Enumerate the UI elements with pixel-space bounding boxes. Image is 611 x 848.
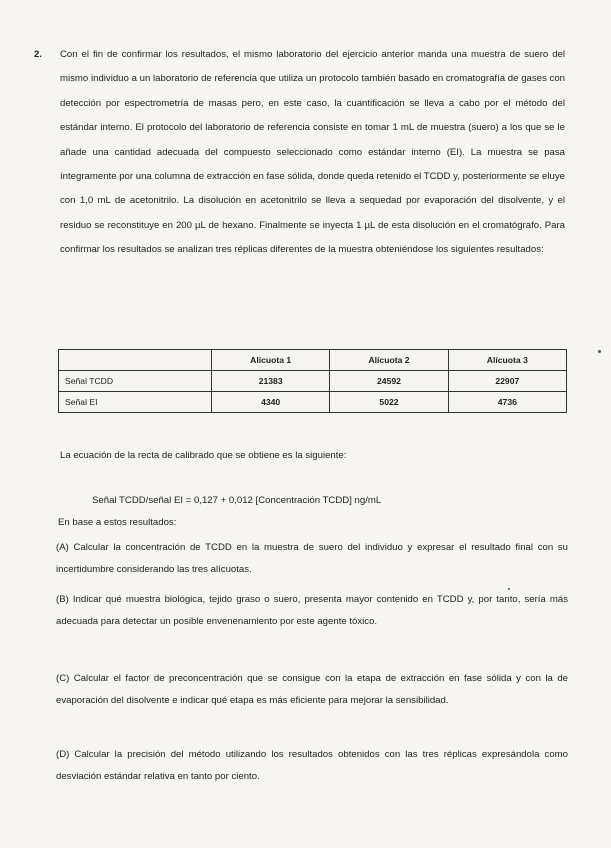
- table-cell: 22907: [448, 371, 566, 392]
- scan-speck: [598, 350, 601, 353]
- table-row: [59, 371, 567, 392]
- table-header-cell: Alícuota 1: [212, 350, 330, 371]
- table-cell: 24592: [330, 371, 448, 392]
- exercise-intro: Con el fin de confirmar los resultados, el mismo laboratorio del ejercicio anterior manda una muestra de suero del mismo individuo a un laboratorio de referencia que utiliza un protocolo también basado en cromatografía de gases con detección por espectrometría de masas pero, en este caso, la cuantificación se lleva a cabo por el método del estándar interno. El protocolo del laboratorio de referencia consiste en tomar 1 mL de muestra (suero) a los que se le añade una cantidad adecuada del compuesto seleccionado como estándar interno (EI). La muestra se pasa íntegramente por una columna de extracción en fase sólida, donde queda retenido el TCDD y, posteriormente se eluye con 1,0 mL de acetonitrilo. La disolución en acetonitrilo se lleva a sequedad por evaporación del disolvente, y el residuo se reconstituye en 200 µL de hexano. Finalmente se inyecta 1 µL de esta disolución en el cromatógrafo. Para confirmar los resultados se analizan tres réplicas diferentes de la muestra obteniéndose los siguientes resultados:: [60, 49, 565, 256]
- row-label: Señal TCDD: [59, 371, 212, 392]
- question-c: (C) Calcular el factor de preconcentración que se consigue con la etapa de extracción en fase sólida y con la de evaporación del disolvente e indicar qué etapa es más eficiente para mejorar la sensibilidad.: [56, 673, 568, 706]
- question-d: (D) Calcular la precisión del método utilizando los resultados obtenidos con las tres réplicas expresándola como desviación estándar relativa en tanto por ciento.: [56, 749, 568, 782]
- table-row: [59, 392, 567, 413]
- table-cell: 5022: [330, 392, 448, 413]
- exercise-number: 2.: [34, 49, 43, 60]
- basis-text: En base a estos resultados:: [58, 517, 177, 528]
- table-header-row: [59, 350, 567, 371]
- question-a: (A) Calcular la concentración de TCDD en la muestra de suero del individuo y expresar el resultado final con su incertidumbre considerando las tres alícuotas.: [56, 542, 568, 575]
- results-table: [58, 349, 567, 413]
- question-b: (B) Indicar qué muestra biológica, tejido graso o suero, presenta mayor contenido en TCDD y, por tanto, sería más adecuada para detectar un posible envenenamiento por este agente tóxico.: [56, 594, 568, 627]
- table-header-cell: Alícuota 2: [330, 350, 448, 371]
- table-header-cell: Alícuota 3: [448, 350, 566, 371]
- row-label: Señal EI: [59, 392, 212, 413]
- calibration-equation: Señal TCDD/señal EI = 0,127 + 0,012 [Concentración TCDD] ng/mL: [92, 495, 382, 506]
- calibration-intro: La ecuación de la recta de calibrado que se obtiene es la siguiente:: [60, 450, 347, 461]
- table-header-cell: [59, 350, 212, 371]
- scan-speck: [508, 588, 510, 590]
- table-cell: 4736: [448, 392, 566, 413]
- table-cell: 4340: [212, 392, 330, 413]
- table-cell: 21383: [212, 371, 330, 392]
